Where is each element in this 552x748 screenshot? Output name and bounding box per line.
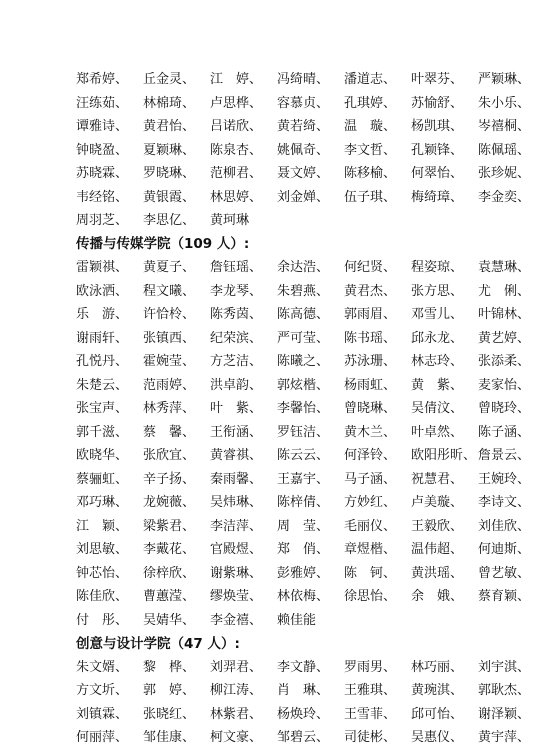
name-row [76, 254, 546, 278]
person-name: 刘镇霖、 [76, 706, 129, 722]
person-name: 何丽萍、 [76, 730, 129, 746]
person-name: 张方思、 [411, 283, 464, 299]
person-name: 官殿煜、 [210, 542, 263, 558]
person-name: 张欣宜、 [143, 448, 196, 464]
person-name: 王雅琪、 [344, 683, 397, 699]
name-row [76, 724, 546, 748]
person-name: 李金禧、 [210, 612, 263, 628]
person-name: 黎 桦、 [143, 659, 196, 675]
person-name: 杨雨虹、 [344, 377, 397, 393]
person-name: 苏泳珊、 [344, 354, 397, 370]
person-name: 陈云云、 [277, 448, 330, 464]
person-name: 邱永龙、 [411, 330, 464, 346]
person-name: 方文圻、 [76, 683, 129, 699]
person-name: 刘金婵、 [277, 189, 330, 205]
person-name: 刘羿君、 [210, 659, 263, 675]
person-name: 陈子涵、 [478, 424, 531, 440]
person-name: 邹佳康、 [143, 730, 196, 746]
name-row [76, 677, 546, 701]
person-name: 温 璇、 [344, 119, 397, 135]
person-name: 付 彤、 [76, 612, 129, 628]
person-name: 林巧丽、 [411, 659, 464, 675]
name-row [76, 301, 546, 325]
person-name: 温伟超、 [411, 542, 464, 558]
person-name: 黄宇萍、 [478, 730, 531, 746]
person-name: 孔悦丹、 [76, 354, 129, 370]
person-name: 周羽芝、 [76, 213, 129, 229]
person-name: 黄夏子、 [143, 260, 196, 276]
name-row [76, 583, 546, 607]
person-name: 赖佳能 [277, 612, 317, 628]
person-name: 朱文婿、 [76, 659, 129, 675]
person-name: 李龙琴、 [210, 283, 263, 299]
person-name: 郭耿杰、 [478, 683, 531, 699]
person-name: 陈佩瑶、 [478, 142, 531, 158]
person-name: 姚佩奇、 [277, 142, 330, 158]
person-name: 张宝声、 [76, 401, 129, 417]
person-name: 霍婉莹、 [143, 354, 196, 370]
person-name: 方妙红、 [344, 495, 397, 511]
person-name: 梁紫君、 [143, 518, 196, 534]
person-name: 邓巧琳、 [76, 495, 129, 511]
person-name: 李文静、 [277, 659, 330, 675]
person-name: 刘宇淇、 [478, 659, 531, 675]
person-name: 吴惠仪、 [411, 730, 464, 746]
person-name: 程姿琼、 [411, 260, 464, 276]
person-name: 黄银霞、 [143, 189, 196, 205]
person-name: 郭千滋、 [76, 424, 129, 440]
person-name: 林秀萍、 [143, 401, 196, 417]
person-name: 黄睿祺、 [210, 448, 263, 464]
person-name: 肖 琳、 [277, 683, 330, 699]
person-name: 李馨怡、 [277, 401, 330, 417]
person-name: 吕诺欣、 [210, 119, 263, 135]
name-row [76, 184, 546, 208]
person-name: 欧阳彤昕、 [411, 448, 477, 464]
person-name: 蔡育颖、 [478, 589, 531, 605]
name-row [76, 278, 546, 302]
person-name: 罗钰洁、 [277, 424, 330, 440]
person-name: 严可莹、 [277, 330, 330, 346]
person-name: 罗雨男、 [344, 659, 397, 675]
person-name: 叶翠芬、 [411, 72, 464, 88]
person-name: 刘思敏、 [76, 542, 129, 558]
person-name: 柯文豪、 [210, 730, 263, 746]
name-row [76, 560, 546, 584]
person-name: 严颖琳、 [478, 72, 531, 88]
name-row [76, 489, 546, 513]
name-row [76, 113, 546, 137]
name-row [76, 207, 546, 231]
person-name: 余 娥、 [411, 589, 464, 605]
person-name: 辛子扬、 [143, 471, 196, 487]
person-name: 韦经铭、 [76, 189, 129, 205]
name-row [76, 372, 546, 396]
person-name: 叶锦林、 [478, 307, 531, 323]
person-name: 曾晓琳、 [344, 401, 397, 417]
person-name: 何翠怡、 [411, 166, 464, 182]
person-name: 方芝洁、 [210, 354, 263, 370]
person-name: 李文哲、 [344, 142, 397, 158]
person-name: 郑 俏、 [277, 542, 330, 558]
person-name: 许恰柃、 [143, 307, 196, 323]
person-name: 陈书瑶、 [344, 330, 397, 346]
name-row [76, 348, 546, 372]
person-name: 林志玲、 [411, 354, 464, 370]
person-name: 秦雨馨、 [210, 471, 263, 487]
person-name: 黄 紫、 [411, 377, 464, 393]
person-name: 张珍妮、 [478, 166, 531, 182]
person-name: 程文曦、 [143, 283, 196, 299]
person-name: 毛丽仪、 [344, 518, 397, 534]
person-name: 孔颖锋、 [411, 142, 464, 158]
person-name: 潘道志、 [344, 72, 397, 88]
person-name: 钟晓盈、 [76, 142, 129, 158]
person-name: 马子涵、 [344, 471, 397, 487]
person-name: 陈移榆、 [344, 166, 397, 182]
person-name: 徐思怡、 [344, 589, 397, 605]
person-name: 王婉玲、 [478, 471, 531, 487]
person-name: 黄木兰、 [344, 424, 397, 440]
person-name: 李诗文、 [478, 495, 531, 511]
person-name: 彭雅婷、 [277, 565, 330, 581]
person-name: 蔡 馨、 [143, 424, 196, 440]
person-name: 郭 婷、 [143, 683, 196, 699]
section-heading: 传播与传媒学院（109 人）: [76, 236, 250, 253]
name-row [76, 466, 546, 490]
person-name: 聂文婷、 [277, 166, 330, 182]
person-name: 郭炫楷、 [277, 377, 330, 393]
name-row [76, 160, 546, 184]
person-name: 李金奕、 [478, 189, 531, 205]
name-row [76, 607, 546, 631]
person-name: 黄艺婷、 [478, 330, 531, 346]
person-name: 詹钰瑶、 [210, 260, 263, 276]
person-name: 朱碧燕、 [277, 283, 330, 299]
person-name: 李洁萍、 [210, 518, 263, 534]
person-name: 冯绮晴、 [277, 72, 330, 88]
person-name: 朱小乐、 [478, 95, 531, 111]
person-name: 梅绮璋、 [411, 189, 464, 205]
person-name: 林思婷、 [210, 189, 263, 205]
person-name: 徐梓欣、 [143, 565, 196, 581]
person-name: 邓雪儿、 [411, 307, 464, 323]
person-name: 卢美璇、 [411, 495, 464, 511]
person-name: 曾艺敏、 [478, 565, 531, 581]
person-name: 郑希婷、 [76, 72, 129, 88]
person-name: 郭雨眉、 [344, 307, 397, 323]
person-name: 钟芯怡、 [76, 565, 129, 581]
person-name: 吴炜琳、 [210, 495, 263, 511]
person-name: 王毅欣、 [411, 518, 464, 534]
person-name: 何迪斯、 [478, 542, 531, 558]
person-name: 龙婉薇、 [143, 495, 196, 511]
person-name: 容慕贞、 [277, 95, 330, 111]
person-name: 王衔涵、 [210, 424, 263, 440]
person-name: 缪焕莹、 [210, 589, 263, 605]
name-row [76, 90, 546, 114]
person-name: 柳江涛、 [210, 683, 263, 699]
person-name: 丘金灵、 [143, 72, 196, 88]
person-name: 洪卓韵、 [210, 377, 263, 393]
person-name: 岑禧桐、 [478, 119, 531, 135]
name-row [76, 654, 546, 678]
name-row [76, 325, 546, 349]
person-name: 江 婷、 [210, 72, 263, 88]
person-name: 卢思桦、 [210, 95, 263, 111]
person-name: 袁慧琳、 [478, 260, 531, 276]
person-name: 杨凯琪、 [411, 119, 464, 135]
person-name: 黄珂琳 [210, 213, 250, 229]
person-name: 詹景云、 [478, 448, 531, 464]
person-name: 麦家怡、 [478, 377, 531, 393]
person-name: 雷颖祺、 [76, 260, 129, 276]
person-name: 林紫君、 [210, 706, 263, 722]
person-name: 陈佳欣、 [76, 589, 129, 605]
person-name: 范柳君、 [210, 166, 263, 182]
person-name: 苏愉舒、 [411, 95, 464, 111]
person-name: 黄琬淇、 [411, 683, 464, 699]
person-name: 苏晓霖、 [76, 166, 129, 182]
person-name: 何纪贤、 [344, 260, 397, 276]
person-name: 孔琪婷、 [344, 95, 397, 111]
person-name: 王嘉宇、 [277, 471, 330, 487]
person-name: 伍子琪、 [344, 189, 397, 205]
person-name: 朱楚云、 [76, 377, 129, 393]
person-name: 叶 紫、 [210, 401, 263, 417]
person-name: 祝慧君、 [411, 471, 464, 487]
person-name: 杨焕玲、 [277, 706, 330, 722]
person-name: 张晓红、 [143, 706, 196, 722]
name-row [76, 536, 546, 560]
person-name: 范雨婷、 [143, 377, 196, 393]
person-name: 陈 钶、 [344, 565, 397, 581]
section-heading: 创意与设计学院（47 人）: [76, 635, 240, 652]
person-name: 江 颖、 [76, 518, 129, 534]
person-name: 黄君杰、 [344, 283, 397, 299]
person-name: 曹蕙滢、 [143, 589, 196, 605]
person-name: 邱可怡、 [411, 706, 464, 722]
person-name: 夏颖琳、 [143, 142, 196, 158]
person-name: 谢雨轩、 [76, 330, 129, 346]
person-name: 邹碧云、 [277, 730, 330, 746]
person-name: 黄若绮、 [277, 119, 330, 135]
person-name: 周 莹、 [277, 518, 330, 534]
person-name: 陈泉杏、 [210, 142, 263, 158]
person-name: 谭雅诗、 [76, 119, 129, 135]
name-list-document [76, 66, 546, 748]
person-name: 黄君怡、 [143, 119, 196, 135]
person-name: 陈梓倩、 [277, 495, 330, 511]
name-row [76, 701, 546, 725]
person-name: 司徒彬、 [344, 730, 397, 746]
name-row [76, 137, 546, 161]
person-name: 张镇西、 [143, 330, 196, 346]
person-name: 谢泽颖、 [478, 706, 531, 722]
person-name: 尤 俐、 [478, 283, 531, 299]
person-name: 林棉琦、 [143, 95, 196, 111]
person-name: 吴婧华、 [143, 612, 196, 628]
person-name: 陈秀茵、 [210, 307, 263, 323]
person-name: 张添柔、 [478, 354, 531, 370]
name-row [76, 513, 546, 537]
name-row [76, 419, 546, 443]
person-name: 章煜楷、 [344, 542, 397, 558]
person-name: 陈曦之、 [277, 354, 330, 370]
person-name: 吴倩汶、 [411, 401, 464, 417]
person-name: 余达浩、 [277, 260, 330, 276]
person-name: 罗晓琳、 [143, 166, 196, 182]
person-name: 叶卓然、 [411, 424, 464, 440]
person-name: 刘佳欣、 [478, 518, 531, 534]
person-name: 林依梅、 [277, 589, 330, 605]
person-name: 何泽铃、 [344, 448, 397, 464]
person-name: 纪荣滨、 [210, 330, 263, 346]
person-name: 陈高德、 [277, 307, 330, 323]
person-name: 欧泳洒、 [76, 283, 129, 299]
person-name: 黄洪瑶、 [411, 565, 464, 581]
person-name: 谢紫琳、 [210, 565, 263, 581]
person-name: 乐 游、 [76, 307, 129, 323]
name-row [76, 442, 546, 466]
person-name: 曾晓玲、 [478, 401, 531, 417]
person-name: 王雪菲、 [344, 706, 397, 722]
person-name: 欧晓华、 [76, 448, 129, 464]
person-name: 李思亿、 [143, 213, 196, 229]
person-name: 李戴花、 [143, 542, 196, 558]
section [76, 66, 546, 231]
section [76, 231, 546, 631]
name-row [76, 66, 546, 90]
person-name: 汪练茹、 [76, 95, 129, 111]
person-name: 蔡骊虹、 [76, 471, 129, 487]
name-row [76, 395, 546, 419]
section [76, 630, 546, 748]
